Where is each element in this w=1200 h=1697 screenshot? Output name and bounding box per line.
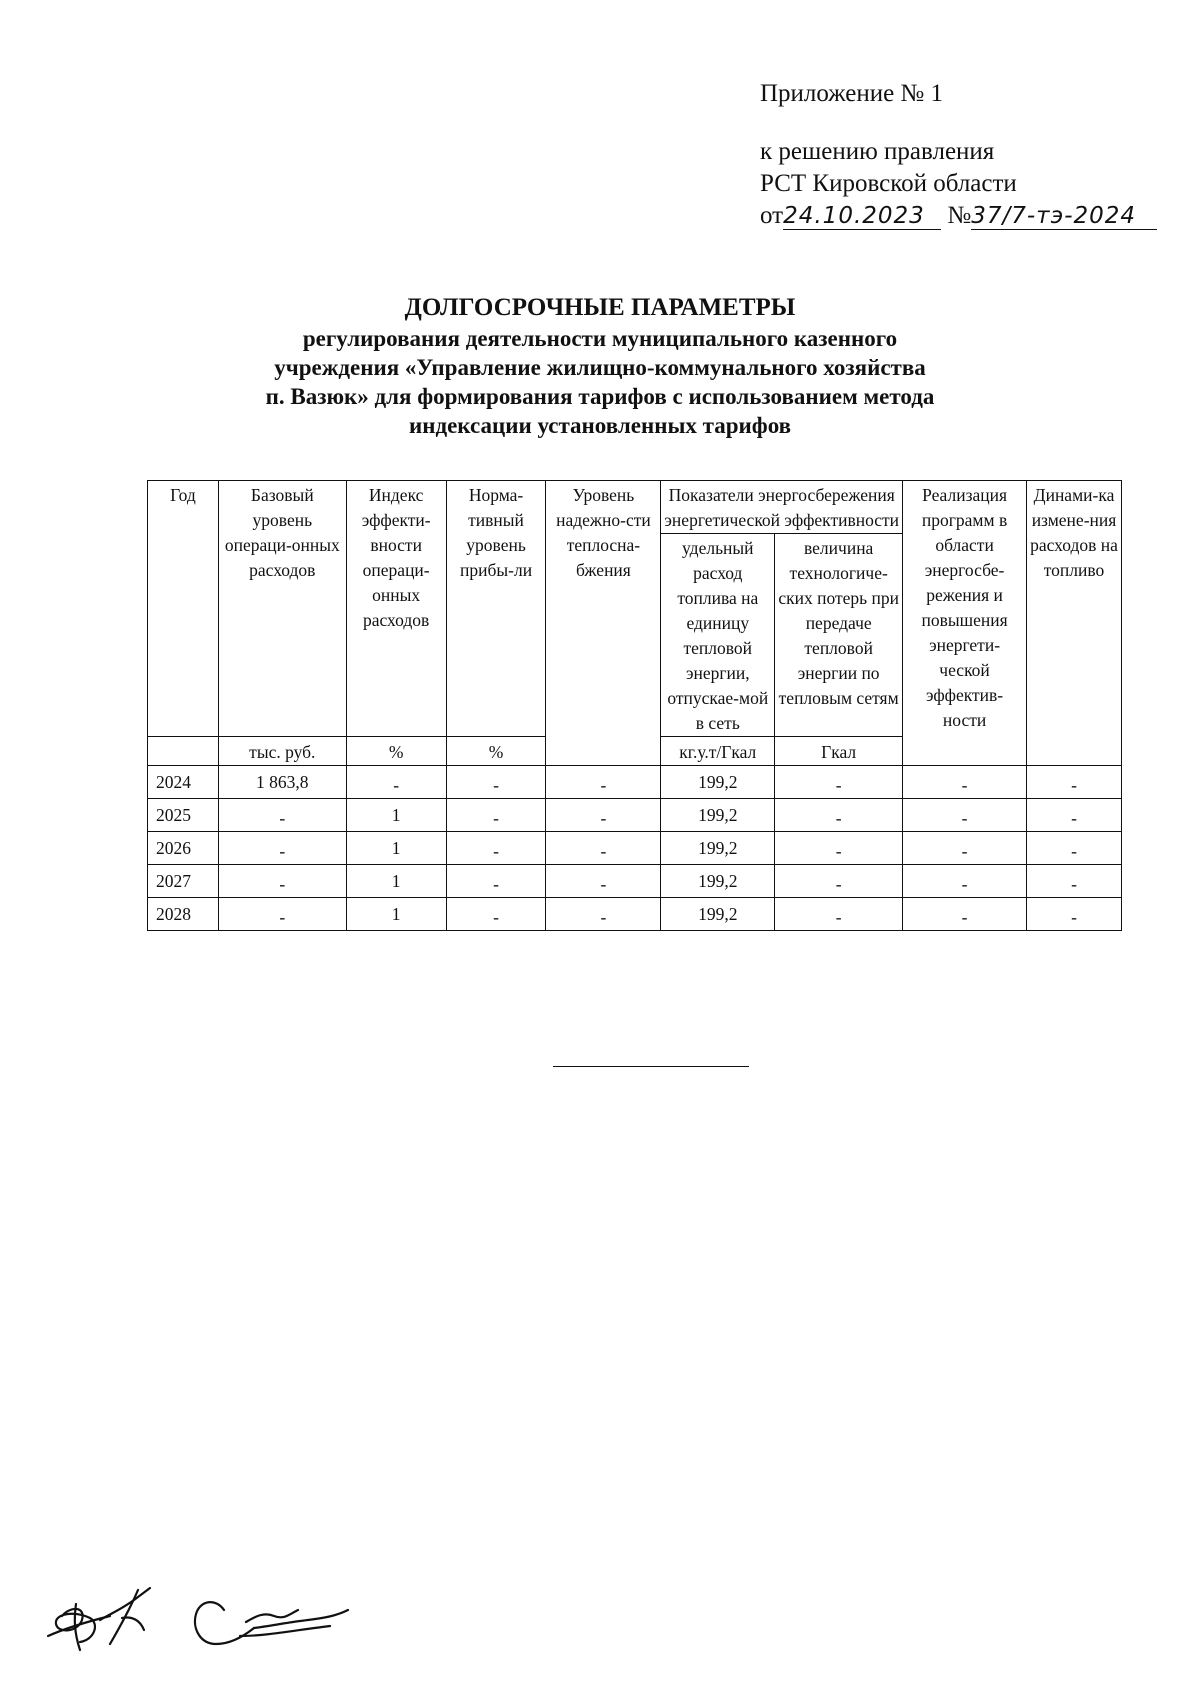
unit-year xyxy=(148,737,219,766)
header-fuel: удельный расход топлива на единицу тепловой энергии, отпускае-мой в сеть xyxy=(661,534,775,737)
cell-base: - xyxy=(218,799,346,832)
cell-losses: - xyxy=(775,799,903,832)
header-dynamics: Динами-ка измене-ния расходов на топливо xyxy=(1027,481,1122,766)
cell-losses: - xyxy=(775,832,903,865)
cell-dynamics: - xyxy=(1027,898,1122,931)
title-line-2: учреждения «Управление жилищно-коммунального хозяйства xyxy=(274,355,926,380)
decision-line-2: РСТ Кировской области xyxy=(760,170,1017,197)
appendix-block xyxy=(760,78,1157,232)
header-reliability: Уровень надежно-сти теплосна-бжения xyxy=(546,481,661,766)
cell-fuel: 199,2 xyxy=(661,766,775,799)
cell-base: - xyxy=(218,865,346,898)
cell-year: 2028 xyxy=(148,898,219,931)
title-main: ДОЛГОСРОЧНЫЕ ПАРАМЕТРЫ xyxy=(404,294,796,321)
header-energy-group: Показатели энергосбережения энергетической эффективности xyxy=(661,481,903,534)
parameters-table xyxy=(147,480,1122,931)
cell-base: - xyxy=(218,898,346,931)
cell-base: 1 863,8 xyxy=(218,766,346,799)
cell-reliability: - xyxy=(546,766,661,799)
unit-fuel: кг.у.т/Гкал xyxy=(661,737,775,766)
cell-profit: - xyxy=(446,898,546,931)
cell-base: - xyxy=(218,832,346,865)
cell-fuel: 199,2 xyxy=(661,832,775,865)
cell-dynamics: - xyxy=(1027,799,1122,832)
decision-date-number xyxy=(760,200,1157,232)
cell-profit: - xyxy=(446,832,546,865)
cell-programs: - xyxy=(903,898,1027,931)
cell-year: 2027 xyxy=(148,865,219,898)
separator-line xyxy=(553,1066,749,1067)
cell-losses: - xyxy=(775,766,903,799)
header-profit: Норма-тивный уровень прибы-ли xyxy=(446,481,546,737)
cell-reliability: - xyxy=(546,832,661,865)
document-title xyxy=(150,292,1050,440)
decision-date: 24.10.2023 xyxy=(783,203,941,230)
number-label: № xyxy=(947,202,972,229)
cell-index: 1 xyxy=(346,865,446,898)
cell-year: 2024 xyxy=(148,766,219,799)
cell-profit: - xyxy=(446,865,546,898)
header-programs: Реализация программ в области энергосбе-режения и повышения энергети-ческой эффектив-ности xyxy=(903,481,1027,766)
table-row xyxy=(148,898,1122,931)
cell-profit: - xyxy=(446,799,546,832)
title-line-1: регулирования деятельности муниципального казенного xyxy=(302,326,898,351)
table-row xyxy=(148,799,1122,832)
table-row xyxy=(148,832,1122,865)
cell-reliability: - xyxy=(546,865,661,898)
cell-dynamics: - xyxy=(1027,832,1122,865)
cell-losses: - xyxy=(775,898,903,931)
table-row xyxy=(148,766,1122,799)
decision-number: 37/7-тэ-2024 xyxy=(971,203,1157,230)
header-base: Базовый уровень операци-онных расходов xyxy=(218,481,346,737)
unit-profit: % xyxy=(446,737,546,766)
cell-programs: - xyxy=(903,832,1027,865)
cell-index: 1 xyxy=(346,832,446,865)
cell-reliability: - xyxy=(546,898,661,931)
cell-year: 2025 xyxy=(148,799,219,832)
unit-losses: Гкал xyxy=(775,737,903,766)
cell-index: - xyxy=(346,766,446,799)
cell-dynamics: - xyxy=(1027,865,1122,898)
cell-programs: - xyxy=(903,865,1027,898)
cell-programs: - xyxy=(903,766,1027,799)
header-year: Год xyxy=(148,481,219,737)
cell-fuel: 199,2 xyxy=(661,865,775,898)
appendix-title: Приложение № 1 xyxy=(760,80,944,107)
cell-dynamics: - xyxy=(1027,766,1122,799)
cell-fuel: 199,2 xyxy=(661,898,775,931)
cell-year: 2026 xyxy=(148,832,219,865)
cell-fuel: 199,2 xyxy=(661,799,775,832)
cell-losses: - xyxy=(775,865,903,898)
cell-profit: - xyxy=(446,766,546,799)
unit-index: % xyxy=(346,737,446,766)
cell-index: 1 xyxy=(346,799,446,832)
unit-base: тыс. руб. xyxy=(218,737,346,766)
signature xyxy=(40,1570,360,1670)
table-row xyxy=(148,865,1122,898)
cell-index: 1 xyxy=(346,898,446,931)
decision-line-1: к решению правления xyxy=(760,138,995,165)
title-line-3: п. Вазюк» для формирования тарифов с использованием метода xyxy=(265,384,935,409)
header-losses: величина технологиче-ских потерь при передаче тепловой энергии по тепловым сетям xyxy=(775,534,903,737)
cell-reliability: - xyxy=(546,799,661,832)
cell-programs: - xyxy=(903,799,1027,832)
from-label: от xyxy=(760,202,784,229)
header-index: Индекс эффекти-вности операци-онных расходов xyxy=(346,481,446,737)
title-line-4: индексации установленных тарифов xyxy=(408,413,792,438)
